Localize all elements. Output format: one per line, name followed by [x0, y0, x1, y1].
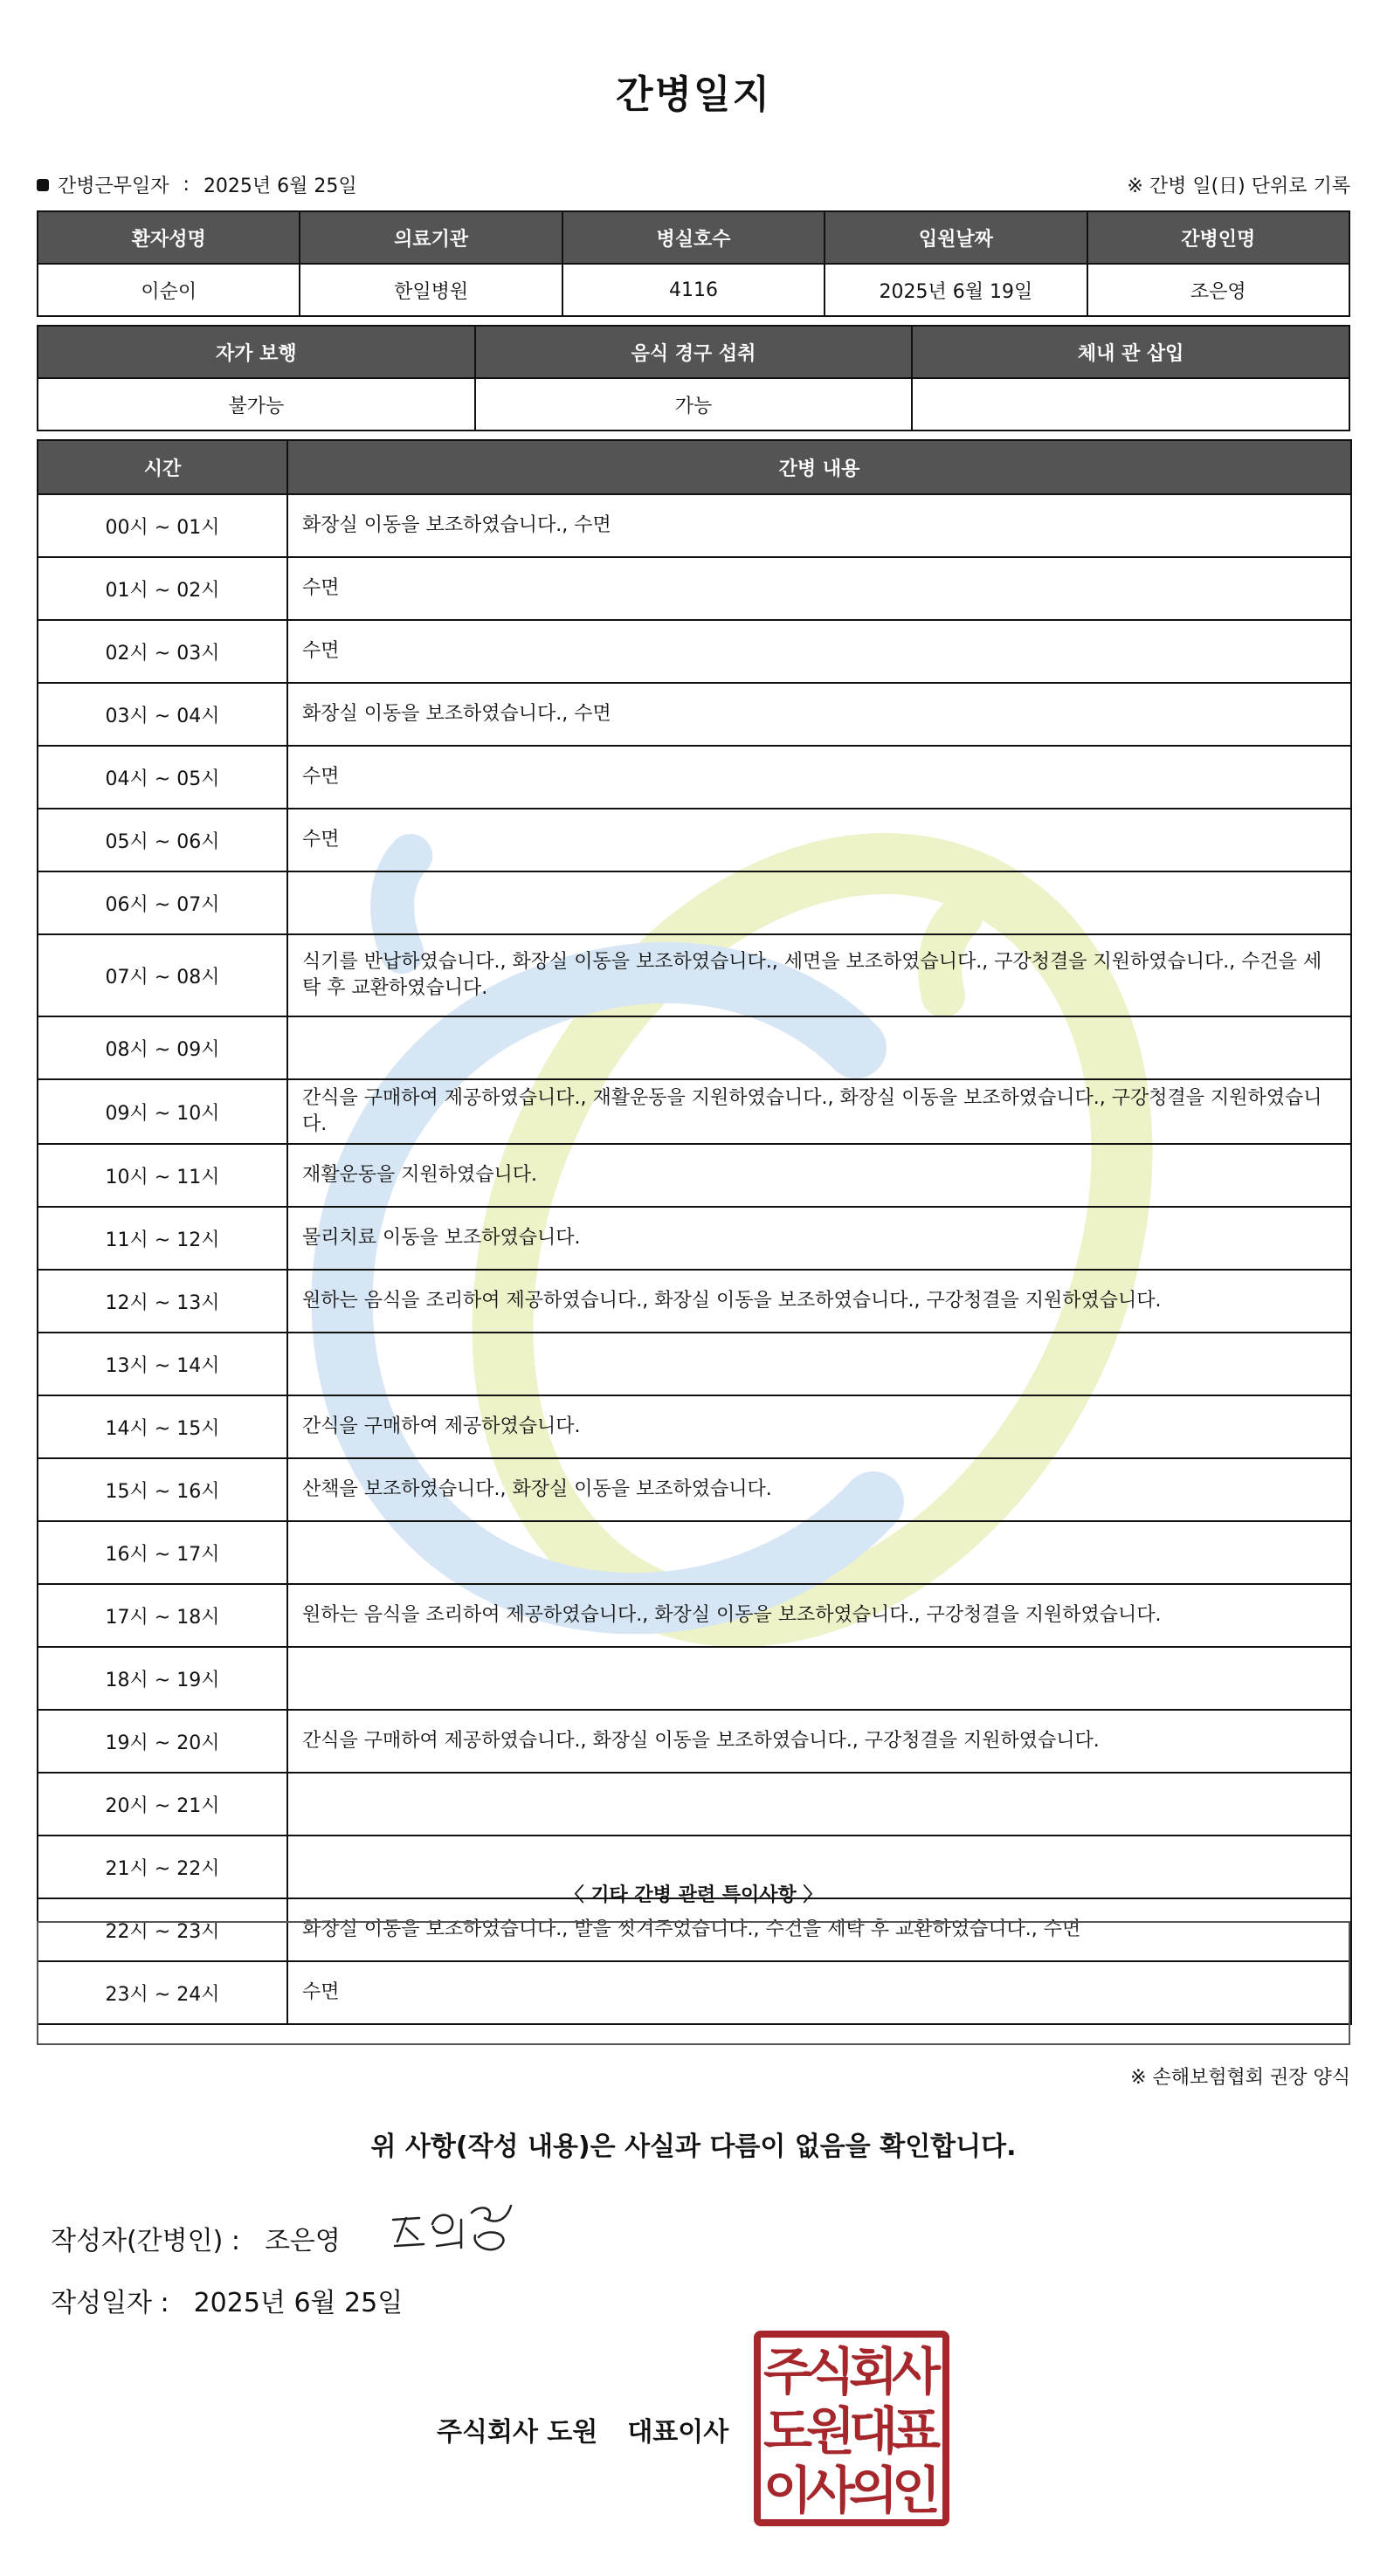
self-walking-value: 불가능 — [38, 378, 475, 430]
table-row — [38, 1458, 1351, 1521]
table-row — [38, 494, 1351, 557]
ability-table — [37, 325, 1350, 431]
time-slot: 11시 ~ 12시 — [38, 1207, 287, 1270]
care-content — [287, 1647, 1351, 1710]
time-slot: 10시 ~ 11시 — [38, 1144, 287, 1207]
care-content: 재활운동을 지원하였습니다. — [287, 1144, 1351, 1207]
care-content: 물리치료 이동을 보조하였습니다. — [287, 1207, 1351, 1270]
time-slot: 03시 ~ 04시 — [38, 683, 287, 746]
time-slot: 13시 ~ 14시 — [38, 1333, 287, 1395]
header-oral-intake: 음식 경구 섭취 — [475, 326, 913, 378]
table-row — [38, 1521, 1351, 1584]
table-row — [38, 557, 1351, 620]
time-slot: 04시 ~ 05시 — [38, 746, 287, 809]
care-content: 수면 — [287, 809, 1351, 871]
svg-text:도: 도 — [763, 2401, 813, 2461]
svg-text:대: 대 — [848, 2401, 899, 2461]
time-slot: 05시 ~ 06시 — [38, 809, 287, 871]
svg-text:주: 주 — [763, 2342, 813, 2401]
time-slot: 00시 ~ 01시 — [38, 494, 287, 557]
svg-text:사: 사 — [805, 2461, 856, 2520]
time-slot: 09시 ~ 10시 — [38, 1079, 287, 1144]
header-care-content: 간병 내용 — [287, 440, 1351, 494]
care-content: 원하는 음식을 조리하여 제공하였습니다., 화장실 이동을 보조하였습니다., 구강청결을 지원하였습니다. — [287, 1584, 1351, 1647]
svg-text:식: 식 — [805, 2342, 856, 2401]
care-content — [287, 1016, 1351, 1079]
header-time: 시간 — [38, 440, 287, 494]
patient-name: 이순이 — [38, 264, 300, 316]
form-note: ※ 손해보험협회 권장 양식 — [1130, 2067, 1350, 2089]
care-content: 산책을 보조하였습니다., 화장실 이동을 보조하였습니다. — [287, 1458, 1351, 1521]
caregiver-name: 조은영 — [1087, 264, 1349, 316]
time-slot: 01시 ~ 02시 — [38, 557, 287, 620]
care-content: 수면 — [287, 1961, 1351, 2024]
table-row — [38, 1016, 1351, 1079]
time-slot: 17시 ~ 18시 — [38, 1584, 287, 1647]
table-header-row — [38, 326, 1349, 378]
care-content — [287, 1773, 1351, 1836]
table-row — [38, 746, 1351, 809]
time-slot: 22시 ~ 23시 — [38, 1898, 287, 1961]
time-slot: 08시 ~ 09시 — [38, 1016, 287, 1079]
table-row — [38, 1207, 1351, 1270]
table-row — [38, 809, 1351, 871]
table-row — [38, 1584, 1351, 1647]
unit-note: ※ 간병 일(日) 단위로 기록 — [1127, 176, 1350, 197]
time-slot: 18시 ~ 19시 — [38, 1647, 287, 1710]
table-row — [38, 1333, 1351, 1395]
care-content — [287, 1521, 1351, 1584]
work-date-label: 간병근무일자 — [58, 176, 169, 197]
confirmation-statement: 위 사항(작성 내용)은 사실과 다름이 없음을 확인합니다. — [370, 2132, 1017, 2162]
table-row — [38, 378, 1349, 430]
ceo-label: 대표이사 — [627, 2417, 729, 2448]
table-row — [38, 1710, 1351, 1773]
care-content: 수면 — [287, 557, 1351, 620]
time-slot: 02시 ~ 03시 — [38, 620, 287, 683]
care-content: 수면 — [287, 746, 1351, 809]
oral-intake-value: 가능 — [475, 378, 913, 430]
time-slot: 07시 ~ 08시 — [38, 934, 287, 1016]
table-row — [38, 1647, 1351, 1710]
writer-label: 작성자(간병인) : — [51, 2226, 240, 2256]
header-room-number: 병실호수 — [562, 211, 825, 264]
care-log-table — [37, 439, 1352, 2025]
svg-text:표: 표 — [891, 2401, 942, 2461]
care-content: 원하는 음식을 조리하여 제공하였습니다., 화장실 이동을 보조하였습니다., 구강청결을 지원하였습니다. — [287, 1270, 1351, 1333]
table-row — [38, 620, 1351, 683]
header-tube-insertion: 체내 관 삽입 — [912, 326, 1349, 378]
care-content: 간식을 구매하여 제공하였습니다., 재활운동을 지원하였습니다., 화장실 이동을 보조하였습니다., 구강청결을 지원하였습니다. — [287, 1079, 1351, 1144]
admission-date: 2025년 6월 19일 — [825, 264, 1087, 316]
table-header-row — [38, 211, 1349, 264]
work-date-value: 2025년 6월 25일 — [203, 176, 357, 197]
patient-info-table — [37, 210, 1350, 317]
time-slot: 20시 ~ 21시 — [38, 1773, 287, 1836]
table-row — [38, 683, 1351, 746]
svg-text:인: 인 — [891, 2461, 942, 2520]
table-row — [38, 264, 1349, 316]
time-slot: 16시 ~ 17시 — [38, 1521, 287, 1584]
care-content — [287, 871, 1351, 934]
table-row — [38, 871, 1351, 934]
special-notes-box — [37, 1921, 1350, 2045]
care-content: 간식을 구매하여 제공하였습니다., 화장실 이동을 보조하였습니다., 구강청결을 지원하였습니다. — [287, 1710, 1351, 1773]
svg-text:원: 원 — [805, 2401, 856, 2461]
svg-text:사: 사 — [891, 2342, 942, 2401]
table-row — [38, 1144, 1351, 1207]
time-slot: 14시 ~ 15시 — [38, 1395, 287, 1458]
hospital-name: 한일병원 — [300, 264, 562, 316]
writer-row — [51, 2219, 341, 2257]
table-row — [38, 934, 1351, 1016]
room-number: 4116 — [562, 264, 825, 316]
write-date-value: 2025년 6월 25일 — [193, 2288, 404, 2318]
handwritten-signature — [384, 2194, 515, 2263]
care-content: 화장실 이동을 보조하였습니다., 수면 — [287, 683, 1351, 746]
table-row — [38, 1270, 1351, 1333]
work-date-separator: : — [183, 174, 190, 196]
header-patient-name: 환자성명 — [38, 211, 300, 264]
company-seal-stamp — [753, 2330, 950, 2527]
svg-text:의: 의 — [848, 2461, 899, 2520]
care-content: 식기를 반납하였습니다., 화장실 이동을 보조하였습니다., 세면을 보조하였습니다., 구강청결을 지원하였습니다., 수건을 세탁 후 교환하였습니다. — [287, 934, 1351, 1016]
write-date-row — [51, 2281, 403, 2319]
time-slot: 12시 ~ 13시 — [38, 1270, 287, 1333]
time-slot: 23시 ~ 24시 — [38, 1961, 287, 2024]
care-content: 화장실 이동을 보조하였습니다., 수면 — [287, 494, 1351, 557]
care-content — [287, 1333, 1351, 1395]
header-caregiver-name: 간병인명 — [1087, 211, 1349, 264]
time-slot: 15시 ~ 16시 — [38, 1458, 287, 1521]
special-notes-title: 〈 기타 간병 관련 특이사항 〉 — [564, 1884, 823, 1906]
table-row — [38, 1079, 1351, 1144]
header-admission-date: 입원날짜 — [825, 211, 1087, 264]
time-slot: 06시 ~ 07시 — [38, 871, 287, 934]
header-self-walking: 자가 보행 — [38, 326, 475, 378]
writer-name: 조은영 — [264, 2226, 341, 2256]
time-slot: 21시 ~ 22시 — [38, 1836, 287, 1898]
tube-insertion-value — [912, 378, 1349, 430]
write-date-label: 작성일자 : — [51, 2288, 169, 2318]
svg-text:회: 회 — [848, 2342, 899, 2401]
company-name: 주식회사 도원 — [437, 2417, 598, 2448]
table-row — [38, 1773, 1351, 1836]
care-content: 수면 — [287, 620, 1351, 683]
company-signature-line — [437, 2410, 728, 2449]
svg-text:이: 이 — [763, 2461, 813, 2520]
work-date-row — [37, 171, 357, 198]
care-content: 간식을 구매하여 제공하였습니다. — [287, 1395, 1351, 1458]
header-hospital: 의료기관 — [300, 211, 562, 264]
bullet-square-icon — [37, 179, 49, 191]
time-slot: 19시 ~ 20시 — [38, 1710, 287, 1773]
table-row — [38, 1395, 1351, 1458]
care-content: 화장실 이동을 보조하였습니다., 발을 씻겨주었습니다., 수건을 세탁 후 교환하였습니다., 수면 — [287, 1898, 1351, 1961]
page-title: 간병일지 — [615, 72, 771, 117]
table-header-row — [38, 440, 1351, 494]
